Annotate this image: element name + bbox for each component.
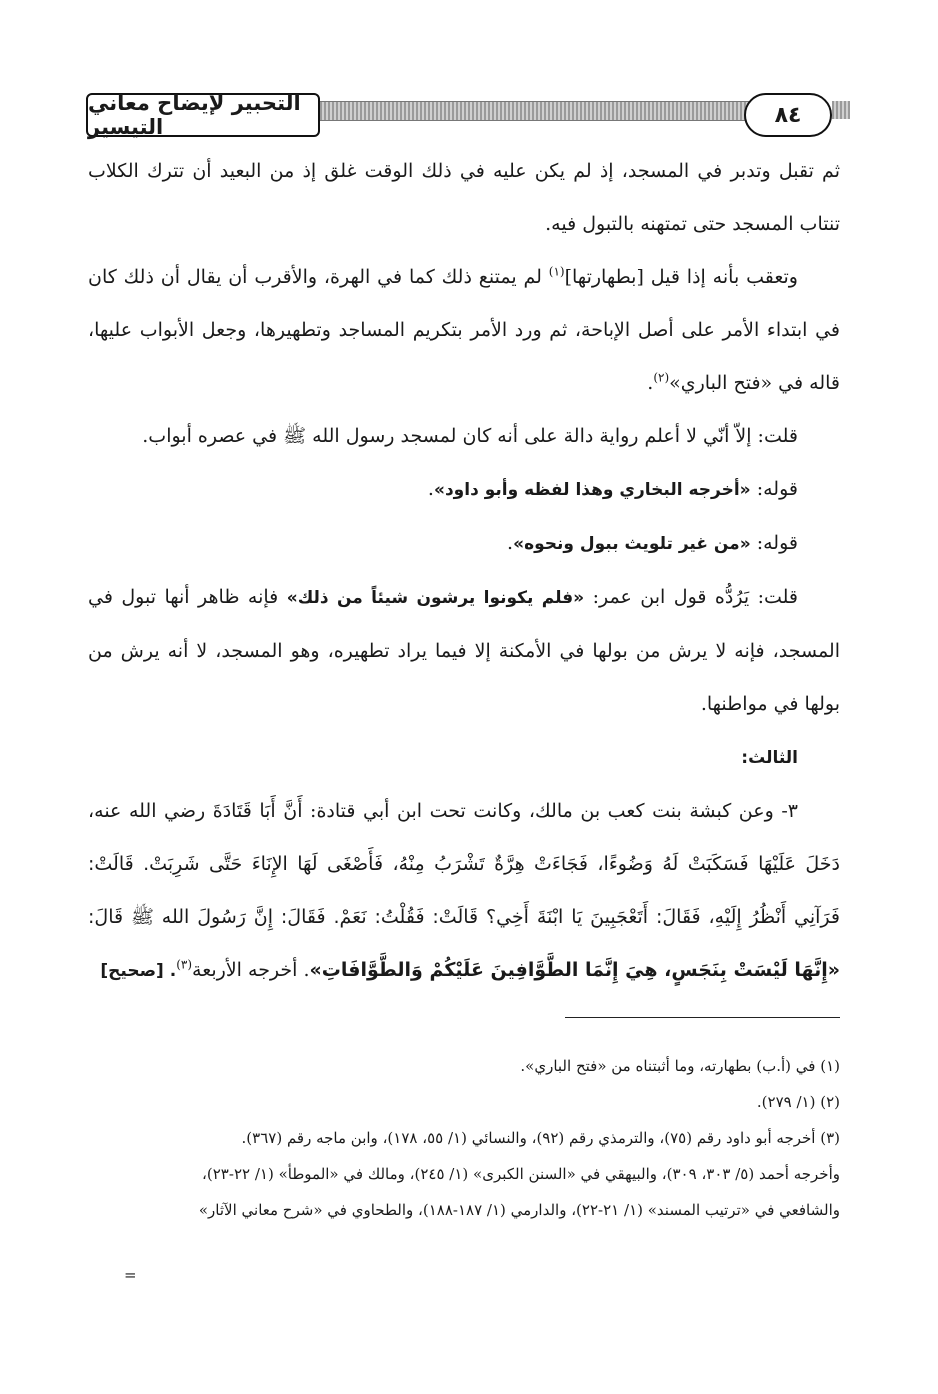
text-run: قوله: xyxy=(750,532,798,554)
footnote-ref: (٢) xyxy=(653,370,670,385)
section-heading xyxy=(88,731,840,785)
text-run: . xyxy=(647,372,654,394)
footnote-ref: (١) xyxy=(548,264,565,279)
continuation-mark: = xyxy=(124,1266,137,1284)
footnote: وأخرجه أحمد (٥/ ٣٠٣، ٣٠٩)، والبيهقي في «السنن الكبرى» (١/ ٢٤٥)، ومالك في «الموطأ» (١/ ٢٢-٢٣)، xyxy=(202,1165,840,1183)
text-run: . أخرجه الأربعة xyxy=(192,959,310,981)
text-run: وتعقب بأنه إذا قيل [بطهارتها] xyxy=(564,266,798,288)
text-run: قوله: xyxy=(750,478,798,500)
footnote: (١) في (أ.ب) بطهارته، وما أثبتناه من «فتح الباري». xyxy=(520,1057,840,1075)
book-title: التحبير لإيضاح معاني التيسير xyxy=(86,93,320,137)
page-number: ٨٤ xyxy=(744,93,832,137)
grade-label: . [صحيح] xyxy=(100,961,177,981)
text-run: . xyxy=(427,478,434,500)
quoted-text: «أخرجه البخاري وهذا لفظه وأبو داود» xyxy=(433,480,751,500)
paragraph xyxy=(88,517,840,571)
text-run: لم يمتنع ذلك كما في الهرة، والأقرب أن يقال أن ذلك كان في ابتداء الأمر على أصل الإباحة، ثم ورد الأمر بتكريم المساجد وتطهيرها، وجعل الأبواب عليها، قاله في «فتح الباري» xyxy=(88,266,840,394)
paragraph: قلت: إلاّ أنّي لا أعلم رواية دالة على أنه كان لمسجد رسول الله ﷺ في عصره أبواب. xyxy=(142,425,798,447)
hadith-text: أَنَّ أَبَا قَتَادَةَ رضي الله عنه، دَخَلَ عَلَيْهَا فَسَكَبَتْ لَهُ وَضُوءًا، فَجَاءَتْ هِرَّةٌ تَشْرَبُ مِنْهُ، فَأَصْغَى لَهَا الإِنَاءَ حَتَّى شَرِبَتْ. قَالَتْ: فَرَآنِي أَنْظُرُ إِلَيْهِ، فَقَالَ: أَتَعْجَبِينَ يَا ابْنَةَ أَخِي؟ قَالَتْ: فَقُلْتُ: نَعَمْ. فَقَالَ: إِنَّ رَسُولَ الله ﷺ قَالَ: xyxy=(88,800,840,928)
text-run: قلت: يَرُدُّه قول ابن عمر: xyxy=(584,586,798,608)
text-run: . xyxy=(507,532,514,554)
text-run: فإنه ظاهر أنها تبول في المسجد، فإنه لا يرش من بولها في الأمكنة إلا فيما يراد تطهيره، وهو المسجد، لا أنه يرش من بولها في مواطنها. xyxy=(88,586,840,715)
paragraph xyxy=(88,251,840,410)
page-header xyxy=(80,93,850,137)
footnote-ref: (٣) xyxy=(176,957,193,972)
header-decorative-tail xyxy=(832,101,850,119)
heading-text: الثالث: xyxy=(741,748,798,768)
text-run: ٣- وعن كبشة بنت كعب بن مالك، وكانت تحت ابن أبي قتادة: xyxy=(302,800,798,822)
quoted-text: «من غير تلويث ببول ونحوه» xyxy=(513,534,751,554)
paragraph xyxy=(88,463,840,517)
quoted-text: «فلم يكونوا يرشون شيئاً من ذلك» xyxy=(286,588,585,608)
footnotes xyxy=(88,1048,840,1228)
hadith-paragraph xyxy=(88,785,840,998)
footnote: (٢) (١/ ٢٧٩). xyxy=(756,1093,840,1111)
prophetic-quote: «إِنَّهَا لَيْسَتْ بِنَجَسٍ، هِيَ إِنَّمَا الطَّوَّافِينَ عَلَيْكُمْ وَالطَّوَّافَاتِ» xyxy=(309,959,840,981)
paragraph xyxy=(88,571,840,731)
footnote-separator xyxy=(565,1017,840,1018)
main-text xyxy=(88,145,840,998)
footnote: (٣) أخرجه أبو داود رقم (٧٥)، والترمذي رقم (٩٢)، والنسائي (١/ ٥٥، ١٧٨)، وابن ماجه رقم (٣٦٧). xyxy=(241,1129,840,1147)
header-decorative-band xyxy=(308,101,780,121)
footnote: والشافعي في «ترتيب المسند» (١/ ٢١-٢٢)، والدارمي (١/ ١٨٧-١٨٨)، والطحاوي في «شرح معاني الآثار» xyxy=(198,1201,840,1219)
paragraph: ثم تقبل وتدبر في المسجد، إذ لم يكن عليه في ذلك الوقت غلق إذ من البعيد أن تترك الكلاب تنتاب المسجد حتى تمتهنه بالتبول فيه. xyxy=(88,160,840,235)
